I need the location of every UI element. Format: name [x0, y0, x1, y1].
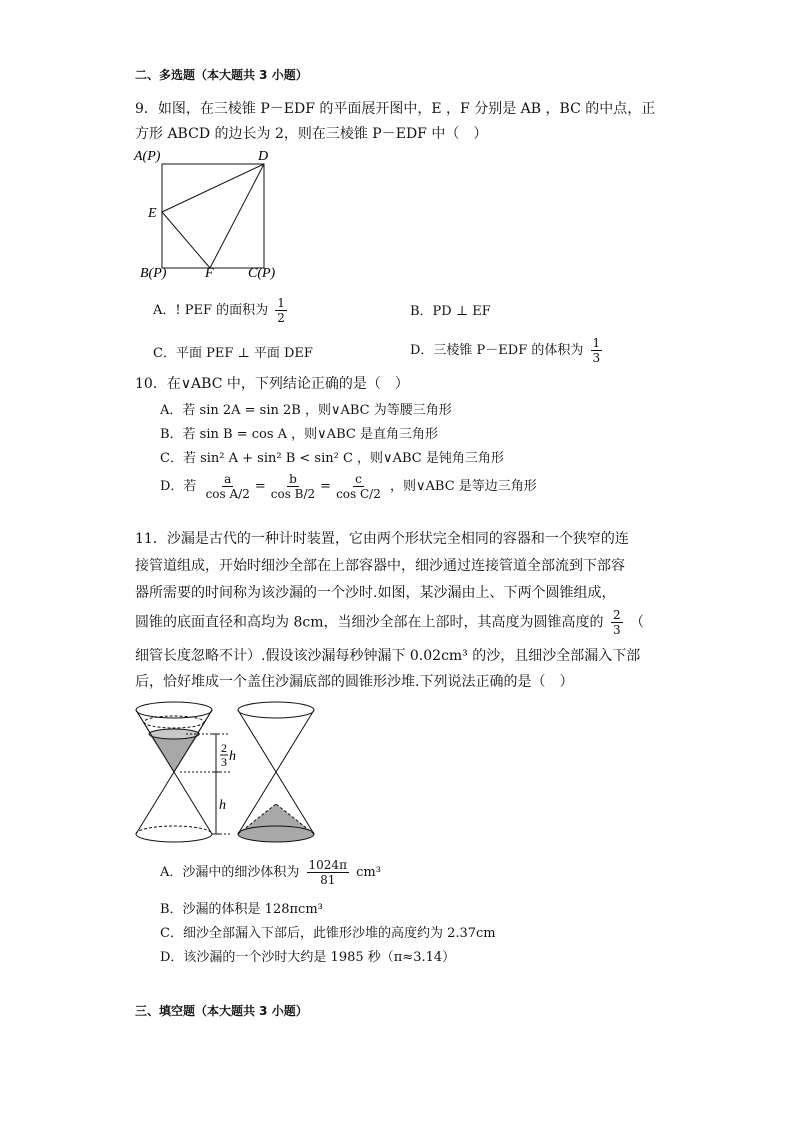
q11-figure-hourglasses — [130, 694, 330, 854]
q10-option-b: B．若 sin B = cos A ，则∨ABC 是直角三角形 — [160, 427, 438, 442]
q11-stem-line1: 11．沙漏是古代的一种计时装置，它由两个形状完全相同的容器和一个狭窄的连 — [135, 531, 629, 547]
hourglass-left — [136, 702, 230, 842]
q9-figure-square-net — [130, 144, 290, 284]
q10-option-c: C．若 sin² A + sin² B < sin² C ，则∨ABC 是钝角三角形 — [160, 451, 504, 466]
q11-stem-line4-paren: （ — [630, 614, 645, 631]
q11-option-b: B．沙漏的体积是 128πcm³ — [160, 902, 323, 917]
q11-option-d: D．该沙漏的一个沙时大约是 1985 秒（π≈3.14） — [160, 950, 456, 965]
fraction-b-over-cos — [269, 472, 317, 501]
fraction-numerator: a — [224, 472, 232, 486]
q11-option-c: C．细沙全部漏入下部后，此锥形沙堆的高度约为 2.37cm — [160, 926, 496, 941]
fraction-denominator: 3 — [612, 623, 621, 637]
q11-option-a — [160, 858, 381, 887]
fraction-numerator: 1 — [277, 296, 285, 310]
fraction-denominator: 3 — [592, 351, 601, 365]
q9-option-a-fraction — [275, 296, 287, 325]
q10-stem: 10．在∨ABC 中，下列结论正确的是（ ） — [135, 376, 409, 392]
fraction-denominator: 2 — [277, 311, 285, 325]
label-d: D — [258, 149, 269, 164]
q10-option-d-prefix: D．若 — [160, 479, 197, 494]
label-c-p: C(P) — [248, 266, 276, 281]
q11-two-thirds-fraction — [611, 608, 623, 637]
q11-stem-line5: 细管长度忽略不计）.假设该沙漏每秒钟漏下 0.02cm³ 的沙，且细沙全部漏入下部 — [135, 648, 641, 664]
q11-stem-line3: 器所需要的时间称为该沙漏的一个沙时.如图，某沙漏由上、下两个圆锥组成， — [135, 585, 616, 601]
fraction-numerator: 1024π — [308, 858, 347, 872]
label-h-lower: h — [219, 798, 226, 813]
fraction-denominator: cos C/2 — [336, 487, 381, 501]
q9-option-c: C．平面 PEF ⊥ 平面 DEF — [153, 346, 313, 361]
q10-option-d: D．若 $\frac{a}{\text{cos A/2}}$ = $\frac{b}{\text{cos B/2}}$ = $\frac{c}{\text{cos C/2}}$ ，则∨ABC 是等边三角形 — [160, 472, 537, 501]
section-heading-fill-in: 三、填空题（本大题共 3 小题） — [135, 1004, 308, 1018]
q11-stem-line2: 接管道组成，开始时细沙全部在上部容器中，细沙通过连接管道全部流到下部容 — [135, 558, 625, 574]
q9-option-d-fraction — [591, 336, 603, 365]
label-a-p: A(P) — [134, 149, 161, 164]
label-two-thirds-den: 3 — [221, 755, 227, 769]
sand-base — [238, 826, 314, 842]
label-two-thirds-num: 2 — [221, 741, 227, 755]
segment-ed — [162, 164, 264, 212]
label-e: E — [148, 206, 157, 221]
segment-ef — [162, 212, 210, 268]
q11-stem-line4-text: 圆锥的底面直径和高均为 8cm，当细沙全部在上部时，其高度为圆锥高度的 — [135, 614, 604, 631]
q9-option-a — [153, 296, 290, 325]
q9-option-a-text: A．! PEF 的面积为 — [153, 303, 269, 318]
fraction-c-over-cos — [334, 472, 383, 501]
fraction-denominator: 81 — [320, 873, 336, 887]
fraction-numerator: 1 — [592, 336, 601, 350]
q11-stem-line4 — [135, 608, 644, 637]
q9-option-d-text: D．三棱锥 P－EDF 的体积为 — [410, 343, 584, 358]
q9-option-b: B．PD ⊥ EF — [410, 304, 491, 319]
q11-option-a-unit: cm³ — [356, 865, 381, 880]
q9-stem-line1: 9．如图，在三棱锥 P－EDF 的平面展开图中，E ，F 分别是 AB ，BC 的中点，正 — [135, 101, 656, 117]
q11-option-a-text: A．沙漏中的细沙体积为 — [160, 865, 300, 880]
sand-upper — [149, 734, 199, 772]
fraction-numerator: c — [355, 472, 362, 486]
fraction-denominator: cos A/2 — [205, 487, 250, 501]
section-heading-multiple-choice: 二、多选题（本大题共 3 小题） — [135, 68, 308, 82]
segment-fd — [210, 164, 264, 268]
label-b-p: B(P) — [140, 266, 167, 281]
label-f: F — [205, 266, 214, 281]
hourglass-right — [238, 702, 314, 842]
q10-option-a: A．若 sin 2A = sin 2B ，则∨ABC 为等腰三角形 — [160, 403, 452, 418]
fraction-a-over-cos — [204, 472, 252, 501]
fraction-numerator: b — [289, 472, 297, 486]
square-outline — [162, 164, 264, 268]
q9-stem-line2: 方形 ABCD 的边长为 2，则在三棱锥 P－EDF 中（ ） — [135, 126, 488, 142]
q10-option-d-suffix: ，则∨ABC 是等边三角形 — [390, 479, 537, 494]
label-h-upper: h — [229, 749, 236, 764]
q9-option-d — [410, 336, 605, 365]
q11-stem-line6: 后，恰好堆成一个盖住沙漏底部的圆锥形沙堆.下列说法正确的是（ ） — [135, 674, 574, 690]
fraction-numerator: 2 — [612, 608, 621, 622]
q11-option-a-fraction — [307, 858, 349, 887]
fraction-denominator: cos B/2 — [270, 487, 316, 501]
